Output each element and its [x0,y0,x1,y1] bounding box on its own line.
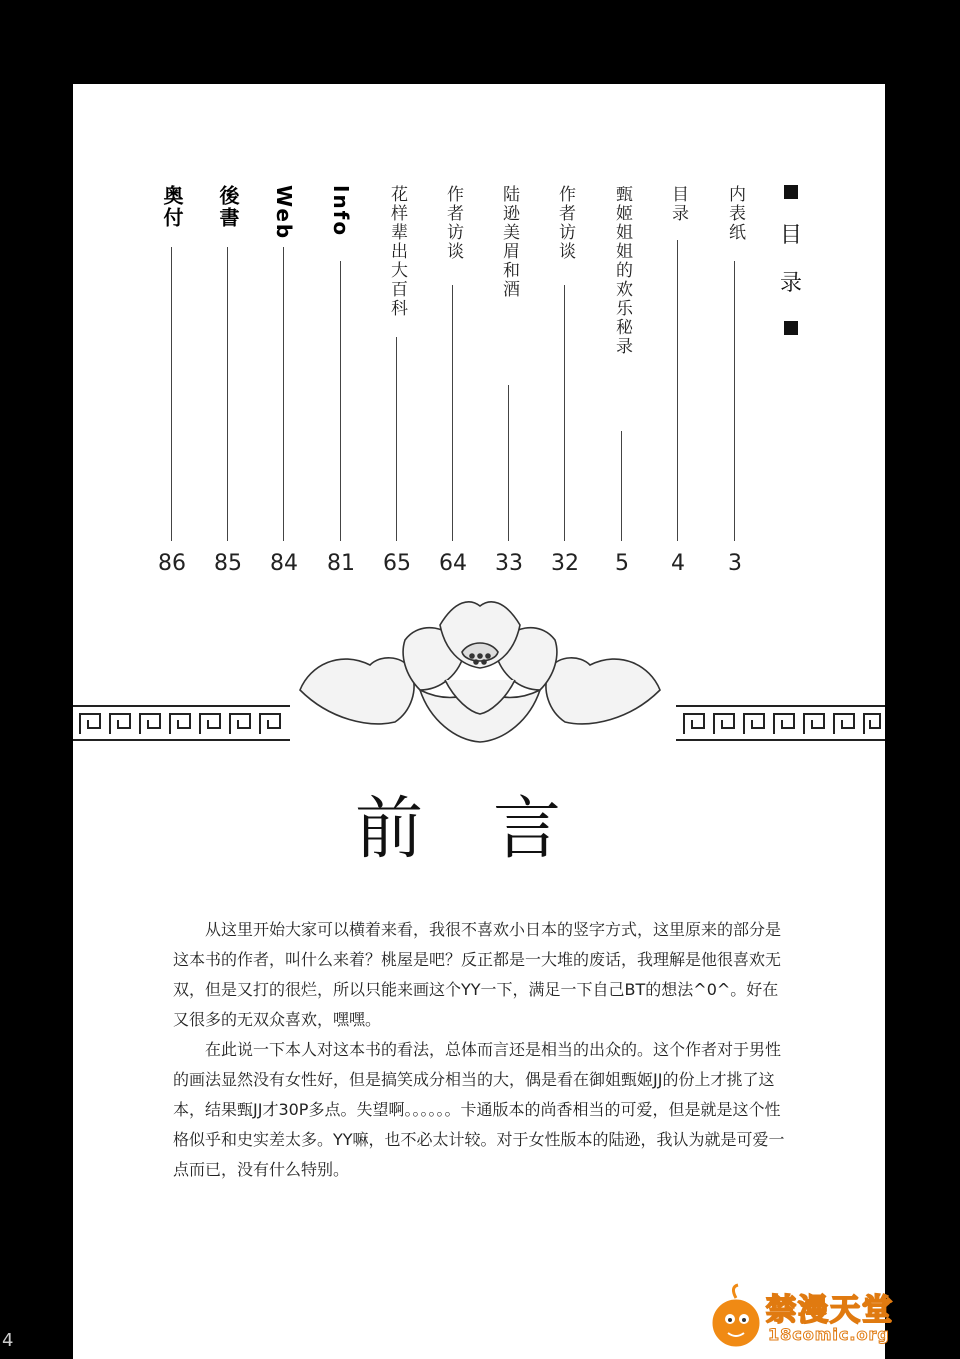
toc-entry-page: 65 [383,551,411,576]
toc-entry-page: 81 [327,551,355,576]
meander-border-right [676,706,885,740]
toc-entry-title: 奥付 [160,185,184,229]
toc-entry-page: 32 [551,551,579,576]
toc-entry-title: Web [272,185,296,241]
toc-entry-page: 5 [615,551,629,576]
watermark-url: 18comic.org [768,1325,890,1344]
preface-title: 前言 [355,790,632,869]
toc-entry-title: 作者访谈 [555,185,575,261]
toc-heading-char-1: 目 [779,223,802,248]
toc-entry-title: 陆逊美眉和酒 [499,185,519,299]
toc-entry-page: 86 [158,551,186,576]
toc-entry-page: 64 [439,551,467,576]
toc-entry-page: 85 [214,551,242,576]
toc-entry-page: 33 [495,551,523,576]
toc-entry-title: 後書 [216,185,240,229]
toc-entry-page: 3 [728,551,742,576]
preface-body [173,915,788,1185]
site-watermark [708,1283,933,1353]
toc-entry-title: 目录 [668,185,688,223]
preface-paragraph: 在此说一下本人对这本书的看法，总体而言还是相当的出众的。这个作者对于男性的画法显然没有女性好，但是搞笑成分相当的大，偶是看在御姐甄姬JJ的份上才挑了这本，结果甄JJ才30P多点。失望啊。。。。。。卡通版本的尚香相当的可爱，但是就是这个性格似乎和史实差太多。YY嘛，也不必太计较。对于女性版本的陆逊，我认为就是可爱一点而已，没有什么特别。 [173,1040,785,1179]
meander-border-left [73,706,290,740]
toc-entry-title: 作者访谈 [443,185,463,261]
lotus-flower [300,602,660,742]
toc-entry-title: 花样辈出大百科 [387,185,407,318]
preface-paragraph: 从这里开始大家可以横着来看，我很不喜欢小日本的竖字方式，这里原来的部分是这本书的作者，叫什么来着？桃屋是吧？反正都是一大堆的废话，我理解是他很喜欢无双，但是又打的很烂，所以只能来画这个YY一下，满足一下自己BT的想法^0^。好在又很多的无双众喜欢，嘿嘿。 [173,920,782,1029]
toc-heading-char-2: 录 [779,271,802,296]
watermark-title: 禁漫天堂 [766,1293,894,1328]
toc-entry-title: 甄姬姐姐的欢乐秘录 [612,185,632,356]
toc-entry-page: 4 [671,551,685,576]
toc-entry-page: 84 [270,551,298,576]
toc-entry-title: Info [329,185,353,238]
toc-entry-title: 内表纸 [725,185,745,242]
watermark-mascot-icon [708,1283,766,1353]
page-number: 4 [2,1330,14,1351]
